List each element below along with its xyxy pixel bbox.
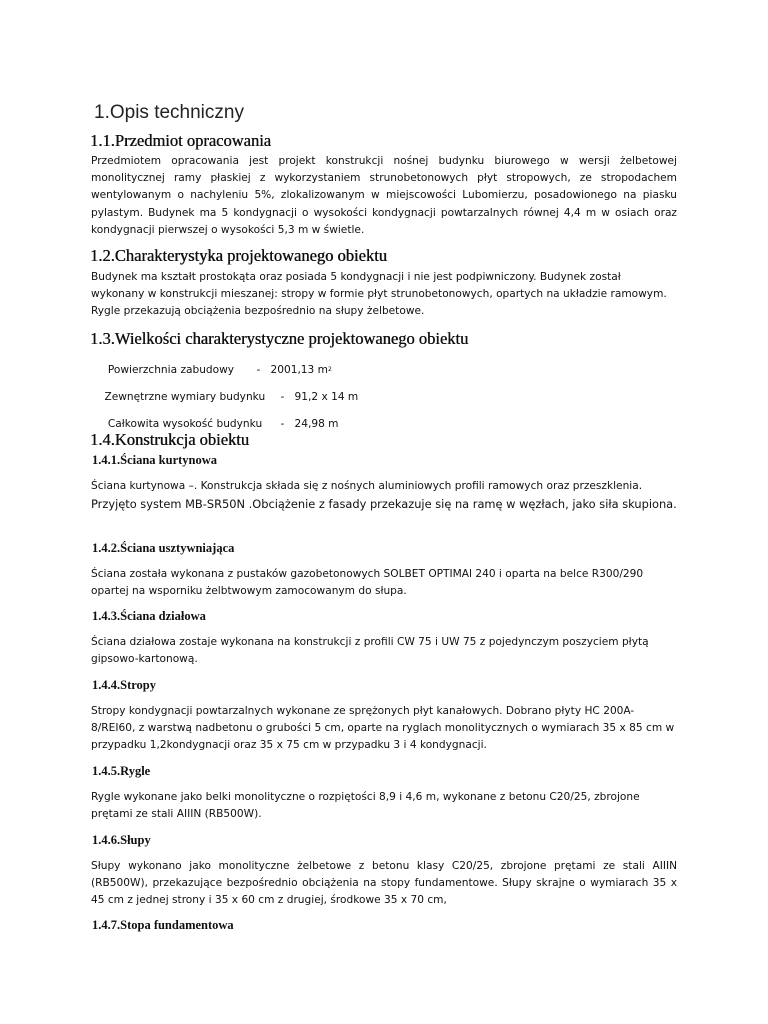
- subsection-title-1-4-5: 1.4.5.Rygle: [92, 764, 151, 778]
- row-separator: -: [280, 391, 285, 403]
- row-value: 91,2 x 14 m: [294, 391, 359, 403]
- row-separator: -: [280, 418, 285, 430]
- row-label: Zewnętrzne wymiary budynku: [104, 391, 266, 403]
- subsection-body-1-4-5: Rygle wykonane jako belki monolityczne o rozpiętości 8,9 i 4,6 m, wykonane z betonu C20/25, zbrojone prętami ze stali AIIIN (RB500W).: [91, 791, 640, 821]
- subsection-title-1-4-4: 1.4.4.Stropy: [92, 678, 157, 692]
- subsection-body-1-4-6: Słupy wykonano jako monolityczne żelbetowe z betonu klasy C20/25, zbrojone prętami ze stali AIIIN (RB500W), przekazujące bezpośrednio obciążenia na stopy fundamentowe. Słupy skrajne o wymiarach 35 x 45 cm z jednej strony i 35 x 60 cm z drugiej, środkowe 35 x 70 cm,: [91, 860, 677, 907]
- row-value-superscript: 2: [327, 366, 332, 373]
- subsection-body-1-4-1-a: Ściana kurtynowa –. Konstrukcja składa się z nośnych aluminiowych profili ramowych oraz przeszklenia.: [91, 480, 643, 492]
- row-value: 24,98 m: [294, 418, 339, 430]
- section-body-1-2: Budynek ma kształt prostokąta oraz posiada 5 kondygnacji i nie jest podpiwniczony. Budynek został wykonany w konstrukcji mieszanej: stropy w formie płyt strunobetonowych, opartych na układzie ramowym. Rygle przekazują obciążenia bezpośrednio na słupy żelbetowe.: [91, 271, 667, 318]
- subsection-body-1-4-2: Ściana została wykonana z pustaków gazobetonowych SOLBET OPTIMAl 240 i oparta na belce R300/290 opartej na wsporniku żelbtwowym zamocowanym do słupa.: [91, 568, 644, 598]
- subsection-title-1-4-2: 1.4.2.Ściana usztywniająca: [92, 541, 235, 555]
- subsection-body-1-4-3: Ściana działowa zostaje wykonana na konstrukcji z profili CW 75 i UW 75 z pojedynczym poszyciem płytą gipsowo-kartonową.: [91, 636, 649, 666]
- section-title-1-3: 1.3.Wielkości charakterystyczne projektowanego obiektu: [90, 329, 469, 348]
- subsection-title-1-4-3: 1.4.3.Ściana działowa: [92, 609, 206, 623]
- document-title: 1.Opis techniczny: [94, 102, 244, 123]
- row-value: 2001,13 $m^2$: [270, 364, 332, 376]
- subsection-body-1-4-4: Stropy kondygnacji powtarzalnych wykonane ze sprężonych płyt kanałowych. Dobrano płyty HC 200A-8/REI60, z warstwą nadbetonu o grubości 5 cm, oparte na ryglach monolitycznych o wymiarach 35 x 85 cm w przypadku 1,2kondygnacji oraz 35 x 75 cm w przypadku 3 i 4 kondygnacji.: [91, 705, 675, 752]
- section-title-1-2: 1.2.Charakterystyka projektowanego obiektu: [90, 246, 387, 265]
- subsection-title-1-4-7: 1.4.7.Stopa fundamentowa: [92, 918, 234, 932]
- row-separator: -: [256, 364, 261, 376]
- section-title-1-1: 1.1.Przedmiot opracowania: [90, 131, 271, 150]
- subsection-title-1-4-1: 1.4.1.Ściana kurtynowa: [92, 453, 218, 467]
- subsection-body-1-4-1-b: Przyjęto system MB-SR50N .Obciążenie z fasady przekazuje się na ramę w węzłach, jako siła skupiona.: [91, 497, 677, 511]
- section-title-1-4: 1.4.Konstrukcja obiektu: [90, 430, 250, 449]
- subsection-title-1-4-6: 1.4.6.Słupy: [92, 833, 151, 847]
- row-label: Powierzchnia zabudowy: [104, 364, 235, 376]
- section-body-1-1: Przedmiotem opracowania jest projekt konstrukcji nośnej budynku biurowego w wersji żelbetowej monolitycznej ramy płaskiej z wykorzystaniem strunobetonowych płyt stropowych, ze stropodachem wentylowanym o nachyleniu 5%, zlokalizowanym w miejscowości Lubomierzu, posadowionego na piasku pylastym. Budynek ma 5 kondygnacji o wysokości kondygnacji powtarzalnych równej 4,4 m w osiach oraz kondygnacji pierwszej o wysokości 5,3 m w świetle.: [91, 155, 677, 236]
- row-label: Całkowita wysokość budynku: [104, 418, 263, 430]
